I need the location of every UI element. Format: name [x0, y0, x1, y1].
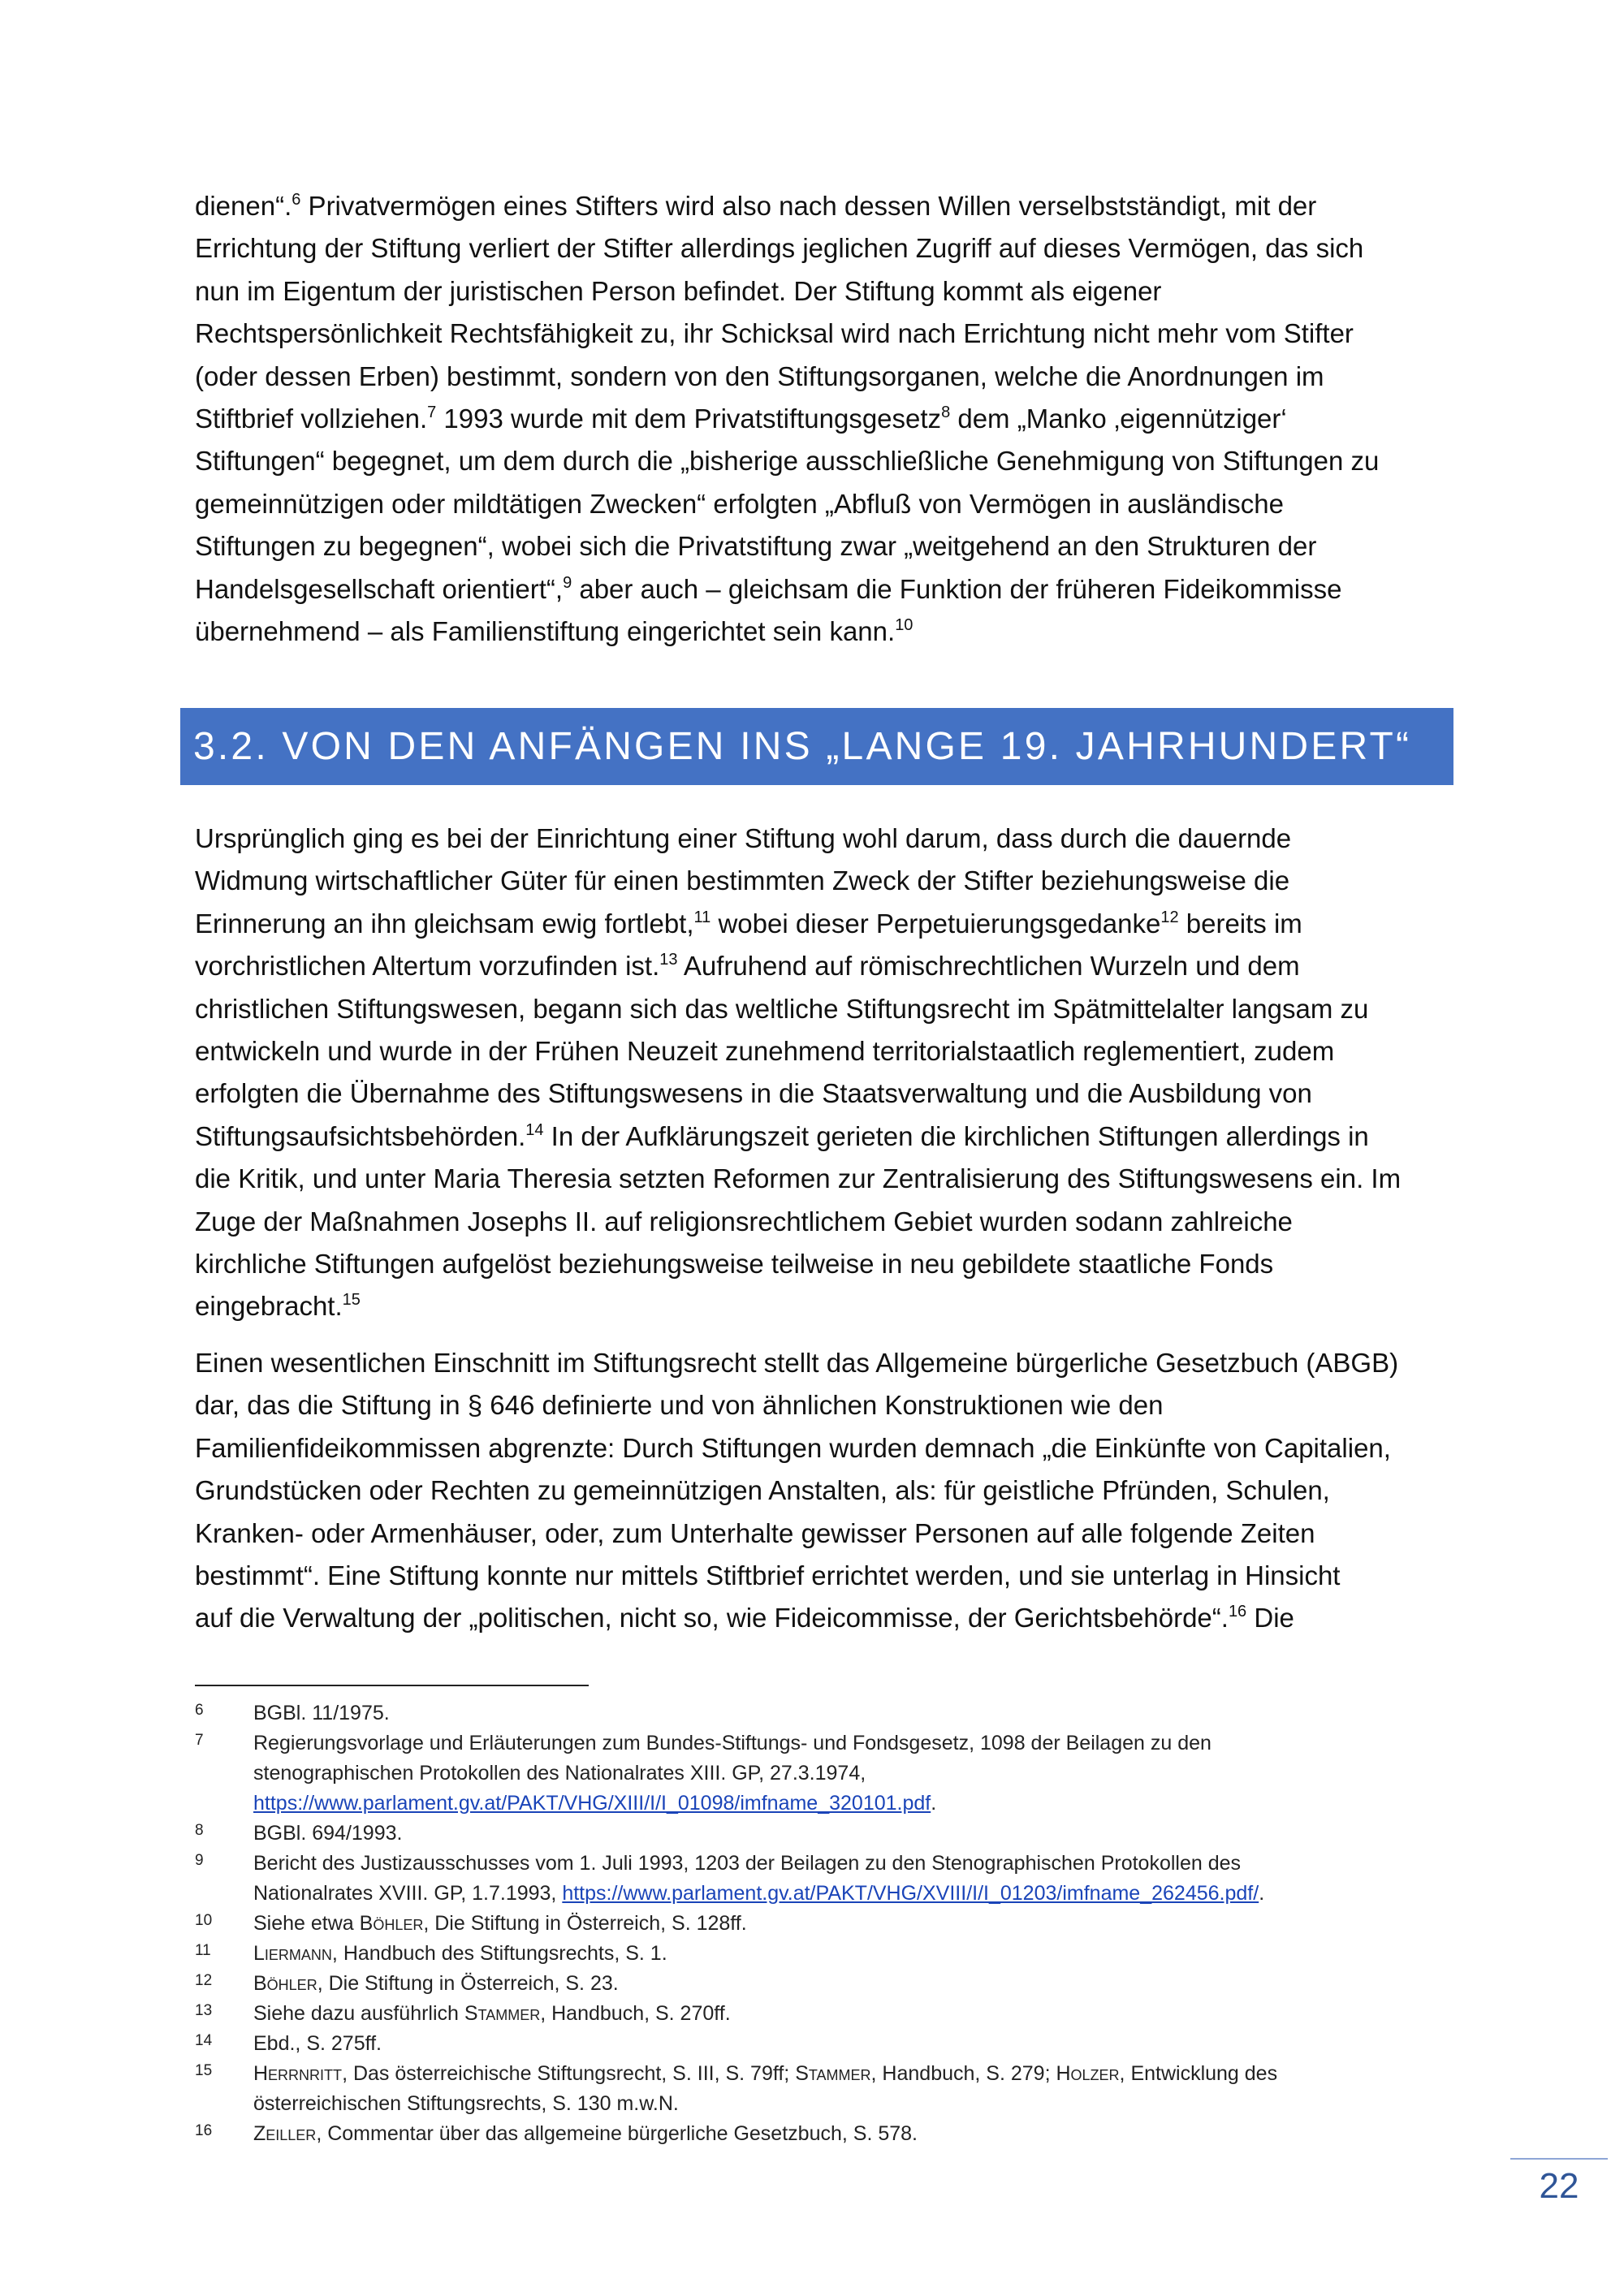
footnote-line: [253, 1999, 1445, 2029]
text-line: [195, 988, 1445, 1030]
text-run: vorchristlichen Altertum vorzufinden ist.: [195, 951, 660, 982]
text-run: österreichischen Stiftungsrechts, S. 130 m.w.N.: [253, 2092, 679, 2115]
text-run: Kranken- oder Armenhäuser, oder, zum Unterhalte gewisser Personen auf alle folgende Zeiten: [195, 1517, 1315, 1548]
text-run: Privatvermögen eines Stifters wird also nach dessen Willen verselbstständigt, mit der: [300, 191, 1317, 221]
footnote-line: [253, 2059, 1445, 2089]
text-run: kirchliche Stiftungen aufgelöst beziehungsweise teilweise in neu gebildete staatliche Fonds: [195, 1249, 1274, 1280]
page-number-rule: [1510, 2158, 1608, 2160]
text-line: [195, 313, 1445, 355]
footnote-line: [253, 1879, 1445, 1909]
author-name: Zeiller: [253, 2122, 317, 2145]
text-run: Einen wesentlichen Einschnitt im Stiftungsrecht stellt das Allgemeine bürgerliche Gesetzbuch (ABGB): [195, 1348, 1399, 1378]
footnote-reference[interactable]: 16: [1228, 1603, 1247, 1621]
text-run: Regierungsvorlage und Erläuterungen zum Bundes-Stiftungs- und Fondsgesetz, 1098 der Beilagen zu den: [253, 1732, 1212, 1754]
footnote: [195, 1728, 1445, 1819]
text-run: In der Aufklärungszeit gerieten die kirchlichen Stiftungen allerdings in: [543, 1120, 1369, 1151]
text-run: nun im Eigentum der juristischen Person befindet. Der Stiftung kommt als eigener: [195, 275, 1162, 306]
footnote-line: [253, 1698, 1445, 1728]
footnote-number: 11: [195, 1942, 211, 1959]
text-line: [195, 945, 1445, 987]
text-line: [195, 185, 1445, 227]
text-line: [195, 356, 1445, 398]
text-line: [195, 1116, 1445, 1158]
footnote-reference[interactable]: 14: [525, 1120, 544, 1139]
footnote-link[interactable]: https://www.parlament.gv.at/PAKT/VHG/XVIII/I/I_01203/imfname_262456.pdf/: [562, 1882, 1259, 1905]
footnote-line: [253, 2029, 1445, 2059]
page-number: 22: [1539, 2166, 1579, 2206]
text-line: [195, 440, 1445, 482]
footnotes-list: [195, 1698, 1445, 2149]
text-run: übernehmend – als Familienstiftung eingerichtet sein kann.: [195, 616, 896, 647]
body-paragraph-3: [195, 1342, 1445, 1640]
text-run: Ebd., S. 275ff.: [253, 2032, 382, 2055]
body-paragraph-1: [195, 185, 1445, 653]
text-line: [195, 1030, 1445, 1072]
footnote-number: 14: [195, 2032, 213, 2049]
text-run: dem „Manko ‚eigennütziger‘: [950, 404, 1287, 434]
text-line: [195, 270, 1445, 313]
text-line: [195, 1555, 1445, 1597]
text-run: BGBl. 11/1975.: [253, 1702, 390, 1724]
footnote-number: 16: [195, 2122, 213, 2139]
footnote-number: 13: [195, 2002, 213, 2019]
footnote-link[interactable]: https://www.parlament.gv.at/PAKT/VHG/XIII/I/I_01098/imfname_320101.pdf: [253, 1792, 931, 1815]
footnote: [195, 1939, 1445, 1969]
text-run: Rechtspersönlichkeit Rechtsfähigkeit zu, ihr Schicksal wird nach Errichtung nicht mehr vom Stifter: [195, 318, 1354, 349]
text-run: , Commentar über das allgemeine bürgerliche Gesetzbuch, S. 578.: [316, 2122, 918, 2145]
text-line: [195, 1597, 1445, 1639]
body-paragraph-2: [195, 818, 1445, 1328]
text-line: [195, 1427, 1445, 1470]
text-run: Handelsgesellschaft orientiert“,: [195, 573, 564, 604]
text-run: Ursprünglich ging es bei der Einrichtung einer Stiftung wohl darum, dass durch die dauernde: [195, 823, 1292, 853]
text-line: [195, 1201, 1445, 1243]
text-run: .: [931, 1792, 937, 1815]
author-name: Liermann: [253, 1942, 332, 1965]
footnote-number: 7: [195, 1732, 204, 1749]
text-run: Stiftungsaufsichtsbehörden.: [195, 1120, 526, 1151]
text-run: , Das österreichische Stiftungsrecht, S. III, S. 79ff;: [342, 2062, 796, 2085]
footnote-line: [253, 1909, 1445, 1939]
text-run: dar, das die Stiftung in § 646 definierte und von ähnlichen Konstruktionen wie den: [195, 1390, 1164, 1421]
footnote-reference[interactable]: 12: [1160, 908, 1179, 926]
text-run: Stiftungen“ begegnet, um dem durch die „bisherige ausschließliche Genehmigung von Stiftungen zu: [195, 446, 1380, 477]
section-heading-band: [180, 708, 1453, 785]
footnote-number: 9: [195, 1852, 204, 1869]
footnote-separator: [195, 1685, 589, 1686]
text-line: [195, 860, 1445, 902]
text-run: Die: [1246, 1603, 1294, 1634]
text-run: Zuge der Maßnahmen Josephs II. auf religionsrechtlichem Gebiet wurden sodann zahlreiche: [195, 1206, 1293, 1236]
author-name: Holzer: [1056, 2062, 1120, 2085]
text-run: eingebracht.: [195, 1291, 343, 1322]
footnote: [195, 1999, 1445, 2029]
footnote-line: [253, 1759, 1445, 1789]
text-run: 1993 wurde mit dem Privatstiftungsgesetz: [436, 404, 942, 434]
footnote-reference[interactable]: 7: [427, 404, 437, 422]
text-run: die Kritik, und unter Maria Theresia setzten Reformen zur Zentralisierung des Stiftungswesens ein. Im: [195, 1163, 1402, 1194]
text-run: auf die Verwaltung der „politischen, nicht so, wie Fideicommisse, der Gerichtsbehörde“.: [195, 1603, 1229, 1634]
text-run: entwickeln und wurde in der Frühen Neuzeit zunehmend territorialstaatlich reglementiert, zudem: [195, 1036, 1335, 1067]
footnote: [195, 2029, 1445, 2059]
text-run: Stiftbrief vollziehen.: [195, 404, 428, 434]
footnote-reference[interactable]: 10: [895, 616, 914, 635]
text-line: [195, 1470, 1445, 1512]
footnote-number: 15: [195, 2062, 213, 2079]
author-name: Stammer: [464, 2002, 541, 2025]
text-run: , Handbuch, S. 270ff.: [540, 2002, 731, 2025]
footnote-number: 8: [195, 1822, 204, 1839]
footnote-reference[interactable]: 13: [659, 951, 678, 969]
text-line: [195, 483, 1445, 525]
text-line: [195, 1158, 1445, 1200]
text-line: [195, 611, 1445, 653]
text-run: Bericht des Justizausschusses vom 1. Juli 1993, 1203 der Beilagen zu den Stenographischen Protokollen des: [253, 1852, 1242, 1875]
footnote-reference[interactable]: 11: [693, 908, 711, 926]
footnote-reference[interactable]: 6: [292, 191, 301, 209]
text-run: aber auch – gleichsam die Funktion der früheren Fideikommisse: [572, 573, 1342, 604]
text-run: , Die Stiftung in Österreich, S. 128ff.: [423, 1912, 747, 1935]
footnote-line: [253, 1969, 1445, 1999]
text-run: bestimmt“. Eine Stiftung konnte nur mittels Stiftbrief errichtet werden, und sie unterlag in Hinsicht: [195, 1560, 1341, 1591]
footnote: [195, 1819, 1445, 1849]
footnote-number: 6: [195, 1702, 204, 1719]
text-run: , Handbuch des Stiftungsrechts, S. 1.: [331, 1942, 667, 1965]
footnote-line: [253, 2119, 1445, 2149]
footnote: [195, 2059, 1445, 2119]
text-run: BGBl. 694/1993.: [253, 1822, 403, 1845]
text-line: [195, 568, 1445, 611]
text-run: Stiftungen zu begegnen“, wobei sich die Privatstiftung zwar „weitgehend an den Strukturen der: [195, 531, 1317, 562]
footnote: [195, 1849, 1445, 1909]
text-run: , Handbuch, S. 279;: [870, 2062, 1056, 2085]
footnote-line: [253, 1789, 1445, 1819]
footnote: [195, 1969, 1445, 1999]
text-run: bereits im: [1178, 908, 1302, 939]
section-heading: 3.2. VON DEN ANFÄNGEN INS „LANGE 19. JAHRHUNDERT“: [193, 725, 1412, 768]
text-run: Siehe dazu ausführlich: [253, 2002, 464, 2025]
text-line: [195, 1285, 1445, 1327]
text-line: [195, 1072, 1445, 1115]
footnote-number: 12: [195, 1972, 213, 1989]
footnote-line: [253, 1819, 1445, 1849]
text-line: [195, 227, 1445, 270]
text-run: Familienfideikommissen abgrenzte: Durch Stiftungen wurden demnach „die Einkünfte von Capitalien,: [195, 1432, 1391, 1463]
text-run: .: [1259, 1882, 1265, 1905]
text-run: Nationalrates XVIII. GP, 1.7.1993,: [253, 1882, 563, 1905]
text-line: [195, 818, 1445, 860]
text-run: Aufruhend auf römischrechtlichen Wurzeln und dem: [677, 951, 1300, 982]
text-run: dienen“.: [195, 191, 292, 221]
text-run: christlichen Stiftungswesen, begann sich das weltliche Stiftungsrecht im Spätmittelalter langsam zu: [195, 993, 1369, 1024]
text-line: [195, 1342, 1445, 1384]
text-run: stenographischen Protokollen des Nationalrates XIII. GP, 27.3.1974,: [253, 1762, 866, 1785]
footnote-line: [253, 2089, 1445, 2119]
text-line: [195, 398, 1445, 440]
text-run: erfolgten die Übernahme des Stiftungswesens in die Staatsverwaltung und die Ausbildung von: [195, 1078, 1312, 1109]
text-run: (oder dessen Erben) bestimmt, sondern von den Stiftungsorganen, welche die Anordnungen im: [195, 360, 1324, 391]
text-run: , Entwicklung des: [1119, 2062, 1278, 2085]
text-run: Errichtung der Stiftung verliert der Stifter allerdings jeglichen Zugriff auf dieses Vermögen, das sich: [195, 233, 1364, 264]
author-name: Herrnritt: [253, 2062, 343, 2085]
text-line: [195, 1513, 1445, 1555]
footnote-reference[interactable]: 8: [941, 404, 951, 422]
text-line: [195, 525, 1445, 568]
author-name: Stammer: [795, 2062, 871, 2085]
text-run: gemeinnützigen oder mildtätigen Zwecken“ erfolgten „Abfluß von Vermögen in ausländische: [195, 488, 1284, 519]
footnote-reference[interactable]: 15: [342, 1291, 361, 1310]
footnote-line: [253, 1849, 1445, 1879]
footnote-number: 10: [195, 1912, 213, 1929]
text-run: Grundstücken oder Rechten zu gemeinnützigen Anstalten, als: für geistliche Pfründen, Schulen,: [195, 1475, 1330, 1506]
footnote-line: [253, 1728, 1445, 1759]
text-run: Siehe etwa: [253, 1912, 360, 1935]
text-run: Widmung wirtschaftlicher Güter für einen bestimmten Zweck der Stifter beziehungsweise die: [195, 865, 1290, 896]
text-run: wobei dieser Perpetuierungsgedanke: [710, 908, 1161, 939]
author-name: Böhler: [359, 1912, 424, 1935]
text-line: [195, 1384, 1445, 1426]
author-name: Böhler: [253, 1972, 317, 1995]
text-line: [195, 1243, 1445, 1285]
footnote: [195, 1698, 1445, 1728]
footnote-reference[interactable]: 9: [563, 573, 572, 592]
text-run: , Die Stiftung in Österreich, S. 23.: [317, 1972, 619, 1995]
text-line: [195, 903, 1445, 945]
footnote: [195, 2119, 1445, 2149]
text-run: Erinnerung an ihn gleichsam ewig fortlebt,: [195, 908, 694, 939]
footnote-line: [253, 1939, 1445, 1969]
footnote: [195, 1909, 1445, 1939]
